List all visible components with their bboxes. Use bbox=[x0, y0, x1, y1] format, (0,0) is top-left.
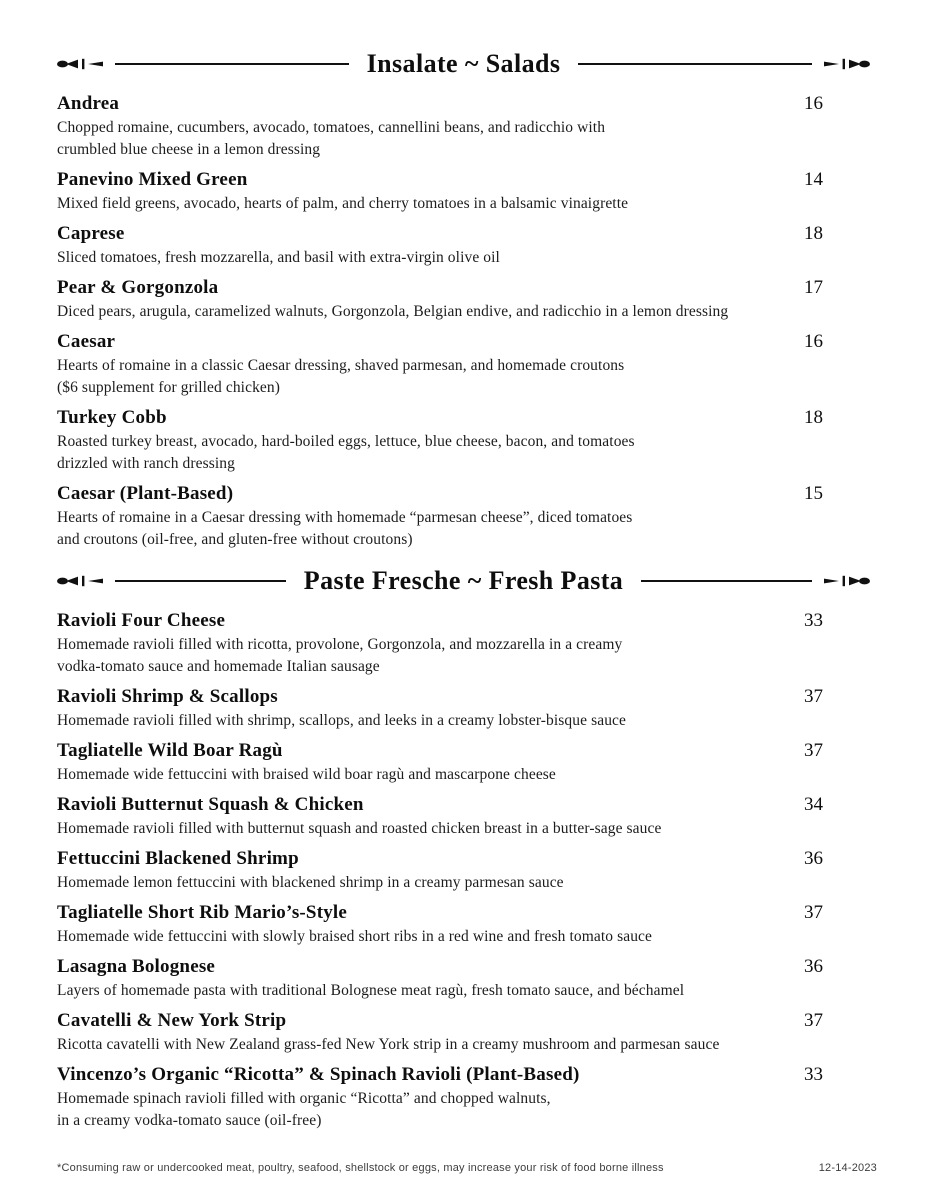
divider-rule bbox=[641, 580, 812, 582]
item-description bbox=[57, 764, 792, 786]
item-description bbox=[57, 117, 792, 161]
item-price: 16 bbox=[804, 93, 823, 114]
item-description-line: crumbled blue cheese in a lemon dressing bbox=[57, 141, 321, 158]
divider-rule bbox=[578, 63, 812, 65]
item-description-line: Homemade ravioli filled with shrimp, scallops, and leeks in a creamy lobster-bisque sauce bbox=[57, 712, 627, 729]
page-footer bbox=[57, 1162, 877, 1174]
item-description bbox=[57, 980, 792, 1002]
item-name: Caprese bbox=[57, 223, 125, 244]
divider-rule bbox=[115, 63, 349, 65]
menu-item bbox=[57, 330, 870, 399]
item-price: 33 bbox=[804, 1064, 823, 1085]
item-name: Cavatelli & New York Strip bbox=[57, 1010, 287, 1031]
item-description bbox=[57, 1088, 792, 1132]
item-name: Caesar bbox=[57, 331, 116, 352]
item-name: Fettuccini Blackened Shrimp bbox=[57, 848, 299, 869]
divider-rule bbox=[115, 580, 286, 582]
menu-item bbox=[57, 406, 870, 475]
menu-item bbox=[57, 955, 870, 1002]
item-price: 34 bbox=[804, 794, 823, 815]
divider-arrow-right-icon bbox=[824, 574, 870, 588]
item-price: 14 bbox=[804, 169, 823, 190]
menu-item bbox=[57, 609, 870, 678]
item-price: 37 bbox=[804, 686, 823, 707]
item-name: Panevino Mixed Green bbox=[57, 169, 248, 190]
item-description bbox=[57, 872, 792, 894]
item-name: Pear & Gorgonzola bbox=[57, 277, 219, 298]
menu-item bbox=[57, 482, 870, 551]
item-description-line: Hearts of romaine in a Caesar dressing with homemade “parmesan cheese”, diced tomatoes bbox=[57, 509, 633, 526]
item-description bbox=[57, 507, 792, 551]
item-price: 37 bbox=[804, 740, 823, 761]
item-description-line: Sliced tomatoes, fresh mozzarella, and basil with extra-virgin olive oil bbox=[57, 249, 500, 266]
item-description-line: ($6 supplement for grilled chicken) bbox=[57, 379, 281, 396]
item-description-line: Homemade ravioli filled with butternut squash and roasted chicken breast in a butter-sage sauce bbox=[57, 820, 662, 837]
item-name: Tagliatelle Wild Boar Ragù bbox=[57, 740, 283, 761]
menu-item bbox=[57, 901, 870, 948]
item-name: Vincenzo’s Organic “Ricotta” & Spinach Ravioli (Plant-Based) bbox=[57, 1064, 580, 1085]
section-header-pasta bbox=[57, 563, 870, 599]
item-name: Tagliatelle Short Rib Mario’s-Style bbox=[57, 902, 348, 923]
item-name: Ravioli Butternut Squash & Chicken bbox=[57, 794, 364, 815]
divider-arrow-left-icon bbox=[57, 574, 103, 588]
section-header-salads bbox=[57, 46, 870, 82]
item-description-line: in a creamy vodka-tomato sauce (oil-free) bbox=[57, 1112, 322, 1129]
item-name: Andrea bbox=[57, 93, 120, 114]
item-description-line: drizzled with ranch dressing bbox=[57, 455, 235, 472]
item-description bbox=[57, 247, 792, 269]
item-description bbox=[57, 710, 792, 732]
item-price: 37 bbox=[804, 902, 823, 923]
item-description-line: Homemade spinach ravioli filled with organic “Ricotta” and chopped walnuts, bbox=[57, 1090, 551, 1107]
item-description-line: Mixed field greens, avocado, hearts of palm, and cherry tomatoes in a balsamic vinaigrette bbox=[57, 195, 629, 212]
item-name: Ravioli Shrimp & Scallops bbox=[57, 686, 278, 707]
menu-item bbox=[57, 847, 870, 894]
item-price: 18 bbox=[804, 223, 823, 244]
menu-item bbox=[57, 276, 870, 323]
item-description-line: Homemade wide fettuccini with slowly braised short ribs in a red wine and fresh tomato sauce bbox=[57, 928, 653, 945]
item-description bbox=[57, 193, 792, 215]
item-description-line: Homemade lemon fettuccini with blackened shrimp in a creamy parmesan sauce bbox=[57, 874, 564, 891]
item-description-line: Homemade wide fettuccini with braised wild boar ragù and mascarpone cheese bbox=[57, 766, 556, 783]
menu-item bbox=[57, 739, 870, 786]
item-description-line: Hearts of romaine in a classic Caesar dressing, shaved parmesan, and homemade croutons bbox=[57, 357, 625, 374]
item-description bbox=[57, 818, 792, 840]
item-description-line: Roasted turkey breast, avocado, hard-boiled eggs, lettuce, blue cheese, bacon, and tomatoes bbox=[57, 433, 635, 450]
item-name: Caesar (Plant-Based) bbox=[57, 483, 234, 504]
menu-item bbox=[57, 92, 870, 161]
item-description bbox=[57, 431, 792, 475]
menu-item bbox=[57, 222, 870, 269]
item-description-line: Chopped romaine, cucumbers, avocado, tomatoes, cannellini beans, and radicchio with bbox=[57, 119, 606, 136]
item-price: 37 bbox=[804, 1010, 823, 1031]
footer-date: 12-14-2023 bbox=[818, 1162, 877, 1174]
item-price: 33 bbox=[804, 610, 823, 631]
item-description bbox=[57, 634, 792, 678]
item-price: 18 bbox=[804, 407, 823, 428]
menu-item bbox=[57, 685, 870, 732]
item-description bbox=[57, 301, 792, 323]
item-price: 15 bbox=[804, 483, 823, 504]
item-price: 36 bbox=[804, 956, 823, 977]
item-description-line: Ricotta cavatelli with New Zealand grass-fed New York strip in a creamy mushroom and parmesan sauce bbox=[57, 1036, 720, 1053]
item-name: Lasagna Bolognese bbox=[57, 956, 216, 977]
item-description bbox=[57, 1034, 792, 1056]
menu-item bbox=[57, 793, 870, 840]
menu-item bbox=[57, 1009, 870, 1056]
item-description bbox=[57, 355, 792, 399]
divider-arrow-right-icon bbox=[824, 57, 870, 71]
item-description-line: Homemade ravioli filled with ricotta, provolone, Gorgonzola, and mozzarella in a creamy bbox=[57, 636, 623, 653]
item-name: Turkey Cobb bbox=[57, 407, 167, 428]
divider-arrow-left-icon bbox=[57, 57, 103, 71]
item-description-line: Layers of homemade pasta with traditional Bolognese meat ragù, fresh tomato sauce, and béchamel bbox=[57, 982, 685, 999]
item-description-line: Diced pears, arugula, caramelized walnuts, Gorgonzola, Belgian endive, and radicchio in a lemon dressing bbox=[57, 303, 729, 320]
item-description-line: and croutons (oil-free, and gluten-free without croutons) bbox=[57, 531, 413, 548]
item-description-line: vodka-tomato sauce and homemade Italian sausage bbox=[57, 658, 380, 675]
item-description bbox=[57, 926, 792, 948]
item-price: 36 bbox=[804, 848, 823, 869]
footer-disclaimer: *Consuming raw or undercooked meat, poultry, seafood, shellstock or eggs, may increase your risk of food borne illness bbox=[57, 1162, 664, 1174]
section-title: Insalate ~ Salads bbox=[366, 49, 561, 78]
item-price: 17 bbox=[804, 277, 823, 298]
menu-item bbox=[57, 168, 870, 215]
menu-item bbox=[57, 1063, 870, 1132]
item-price: 16 bbox=[804, 331, 823, 352]
item-name: Ravioli Four Cheese bbox=[57, 610, 226, 631]
section-title: Paste Fresche ~ Fresh Pasta bbox=[303, 566, 624, 595]
